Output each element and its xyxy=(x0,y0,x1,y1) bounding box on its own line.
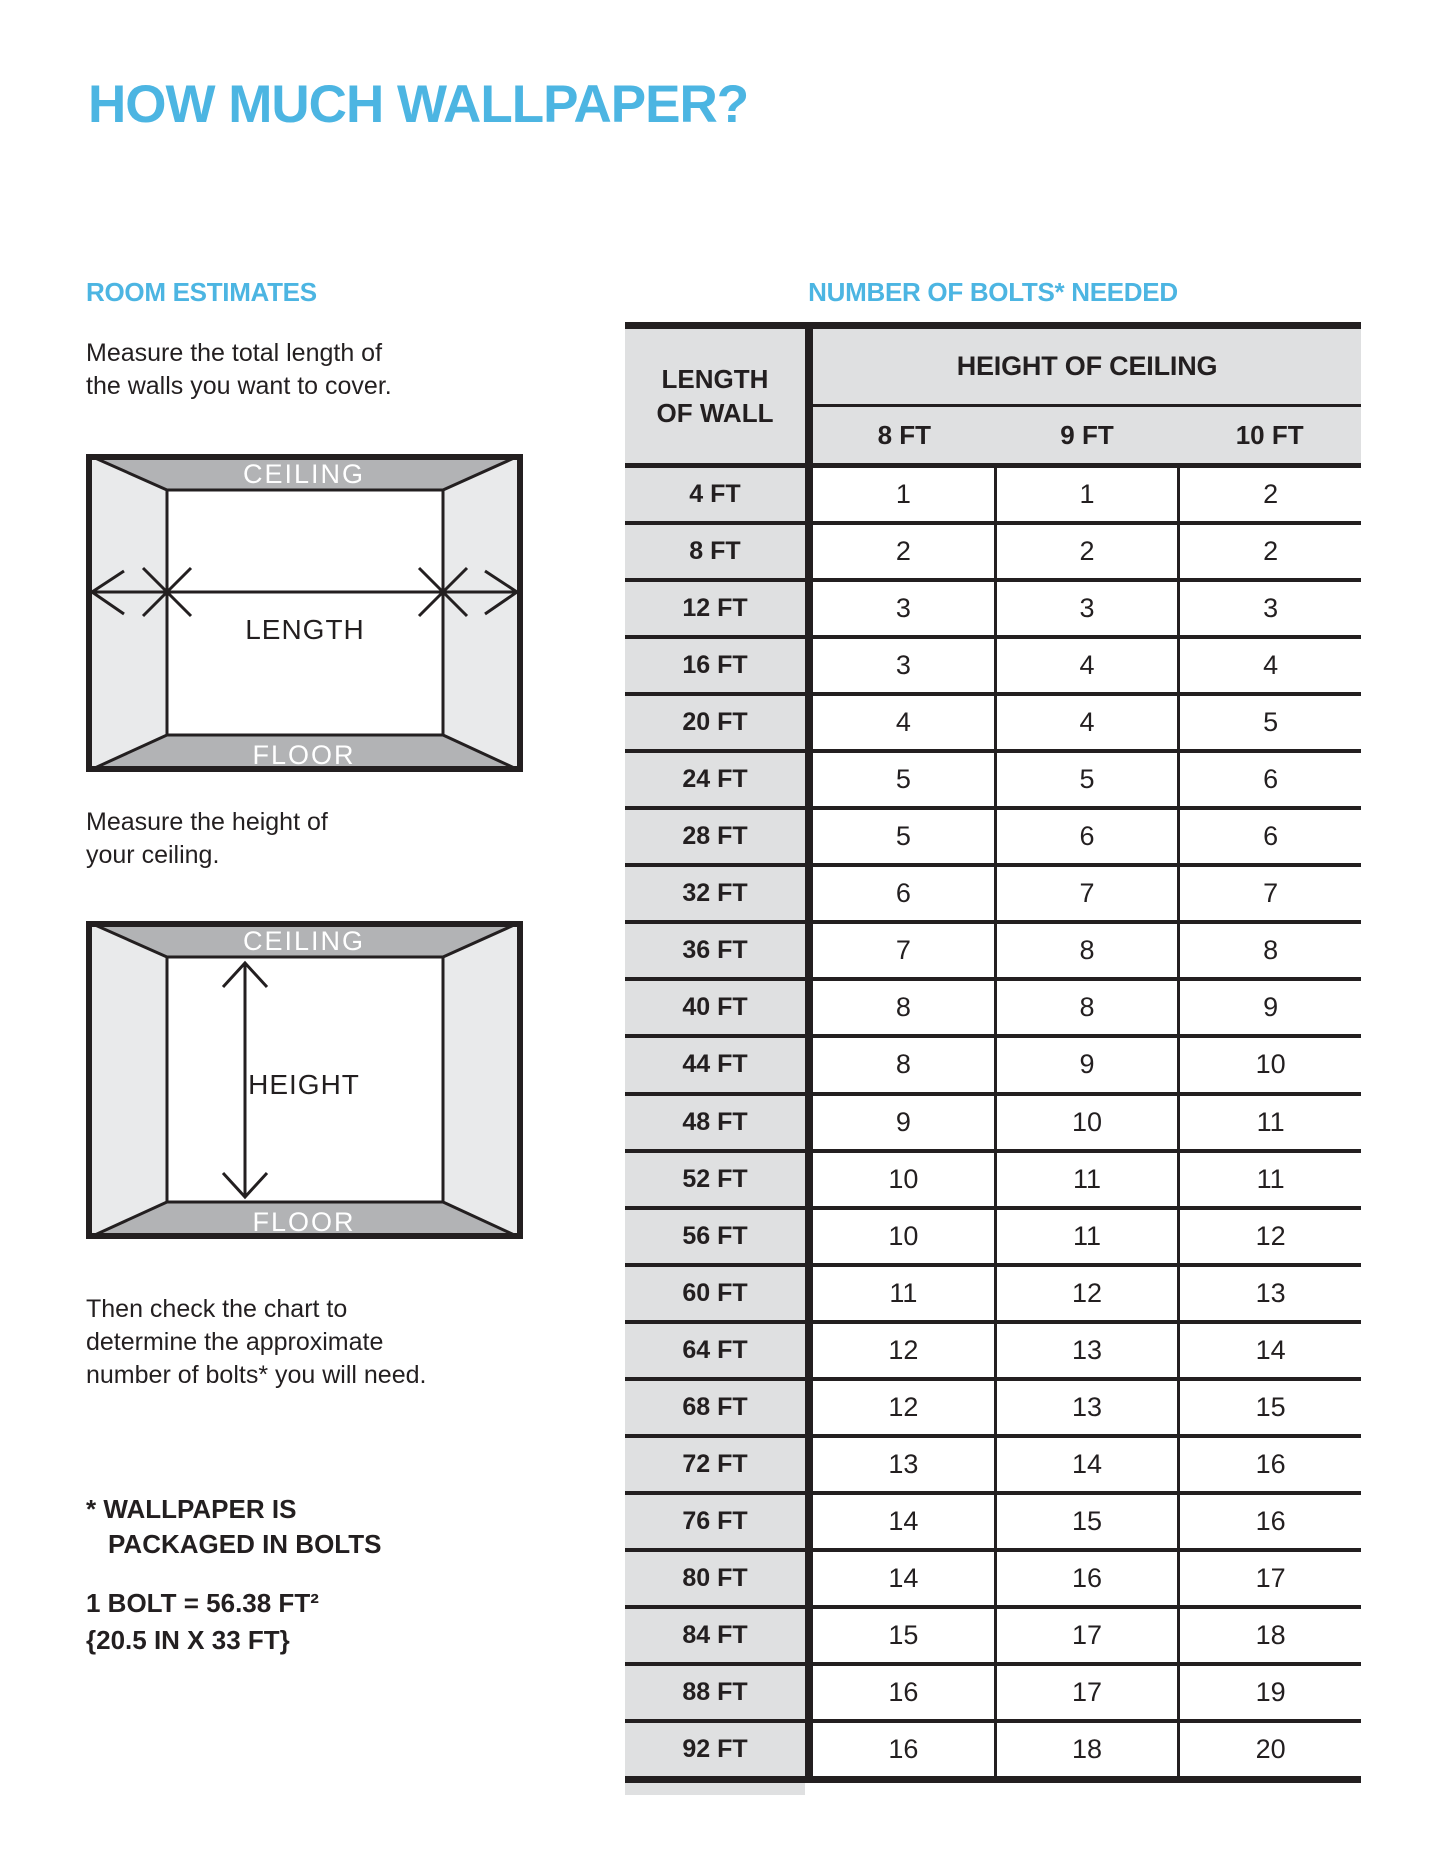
bolts-footnote xyxy=(86,1492,381,1562)
text-line: {20.5 IN X 33 FT} xyxy=(86,1625,290,1655)
length-of-wall-header xyxy=(625,329,813,463)
table-row xyxy=(625,1495,1361,1552)
text-line: number of bolts* you will need. xyxy=(86,1361,427,1389)
table-row xyxy=(625,1666,1361,1723)
text-line: the walls you want to cover. xyxy=(86,372,392,400)
length-label: LENGTH xyxy=(245,614,365,645)
table-row xyxy=(625,1609,1361,1666)
bolt-count-cell: 2 xyxy=(1180,525,1361,578)
bolt-count-cell: 2 xyxy=(1180,468,1361,521)
column-header-10ft: 10 FT xyxy=(1235,419,1304,450)
wall-length-cell: 92 FT xyxy=(625,1723,813,1776)
bolt-count-cell: 16 xyxy=(1180,1438,1361,1491)
bolt-count-cell: 8 xyxy=(1180,924,1361,977)
wall-length-cell: 16 FT xyxy=(625,639,813,692)
ceiling-label: CEILING xyxy=(242,926,366,956)
bolt-count-cell: 2 xyxy=(994,525,1181,578)
bolt-count-cell: 11 xyxy=(994,1210,1181,1263)
bolt-count-cell: 11 xyxy=(813,1267,994,1320)
table-row xyxy=(625,1723,1361,1776)
table-row xyxy=(625,1096,1361,1153)
bolt-size-info xyxy=(86,1585,319,1659)
bolt-count-cell: 3 xyxy=(813,582,994,635)
bolt-count-cell: 3 xyxy=(813,639,994,692)
bolt-count-cell: 15 xyxy=(994,1495,1181,1548)
bolt-count-cell: 16 xyxy=(813,1723,994,1776)
wall-length-cell: 76 FT xyxy=(625,1495,813,1548)
bolt-count-cell: 4 xyxy=(1180,639,1361,692)
bolt-count-cell: 7 xyxy=(1180,867,1361,920)
bolt-count-cell: 14 xyxy=(813,1495,994,1548)
bolt-count-cell: 1 xyxy=(994,468,1181,521)
table-row xyxy=(625,1552,1361,1609)
table-row xyxy=(625,468,1361,525)
bolt-count-cell: 2 xyxy=(813,525,994,578)
bolt-count-cell: 16 xyxy=(813,1666,994,1719)
instruction-measure-height xyxy=(86,806,328,872)
bolt-count-cell: 12 xyxy=(813,1381,994,1434)
bolt-count-cell: 6 xyxy=(994,810,1181,863)
wall-length-cell: 60 FT xyxy=(625,1267,813,1320)
bolt-count-cell: 13 xyxy=(813,1438,994,1491)
bolt-count-cell: 10 xyxy=(813,1210,994,1263)
bolt-count-cell: 12 xyxy=(994,1267,1181,1320)
table-top-border xyxy=(625,322,1361,329)
bolt-count-cell: 4 xyxy=(994,696,1181,749)
bolt-count-cell: 13 xyxy=(994,1324,1181,1377)
bolt-count-cell: 18 xyxy=(994,1723,1181,1776)
bolt-count-cell: 18 xyxy=(1180,1609,1361,1662)
bolt-count-cell: 14 xyxy=(994,1438,1181,1491)
text-line: your ceiling. xyxy=(86,841,220,869)
bolt-count-cell: 9 xyxy=(994,1038,1181,1091)
bolt-count-cell: 12 xyxy=(813,1324,994,1377)
text-line: LENGTH xyxy=(661,364,769,394)
bolt-count-cell: 7 xyxy=(813,924,994,977)
wall-length-cell: 44 FT xyxy=(625,1038,813,1091)
ceiling-height-subheader xyxy=(813,407,1361,463)
bolt-count-cell: 9 xyxy=(813,1096,994,1149)
bolt-count-cell: 15 xyxy=(813,1609,994,1662)
right-wall-face xyxy=(443,921,523,1239)
bolt-count-cell: 5 xyxy=(1180,696,1361,749)
wall-length-cell: 88 FT xyxy=(625,1666,813,1719)
wall-length-cell: 8 FT xyxy=(625,525,813,578)
room-estimates-heading: ROOM ESTIMATES xyxy=(86,277,317,307)
table-header-right xyxy=(813,329,1361,463)
table-row xyxy=(625,1324,1361,1381)
bolt-count-cell: 5 xyxy=(813,753,994,806)
wall-length-cell: 40 FT xyxy=(625,981,813,1034)
wall-length-cell: 56 FT xyxy=(625,1210,813,1263)
text-line: determine the approximate xyxy=(86,1328,384,1356)
bolt-count-cell: 6 xyxy=(1180,753,1361,806)
text-line: Measure the height of xyxy=(86,808,328,836)
floor-label: FLOOR xyxy=(252,740,356,770)
bolt-count-cell: 3 xyxy=(1180,582,1361,635)
bolt-count-cell: 6 xyxy=(1180,810,1361,863)
page-title: HOW MUCH WALLPAPER? xyxy=(88,75,749,134)
bolt-count-cell: 16 xyxy=(994,1552,1181,1605)
bolt-count-cell: 10 xyxy=(994,1096,1181,1149)
floor-label: FLOOR xyxy=(252,1207,356,1237)
wall-length-cell: 72 FT xyxy=(625,1438,813,1491)
table-row xyxy=(625,696,1361,753)
bolt-count-cell: 14 xyxy=(813,1552,994,1605)
table-row xyxy=(625,639,1361,696)
wall-length-cell: 12 FT xyxy=(625,582,813,635)
bolt-count-cell: 13 xyxy=(994,1381,1181,1434)
bolt-count-cell: 6 xyxy=(813,867,994,920)
bolt-count-cell: 17 xyxy=(1180,1552,1361,1605)
bolt-count-cell: 8 xyxy=(994,924,1181,977)
text-line: 1 BOLT = 56.38 FT² xyxy=(86,1588,319,1618)
text-line: OF WALL xyxy=(656,398,774,428)
table-row xyxy=(625,525,1361,582)
room-height-diagram xyxy=(86,921,523,1239)
height-label: HEIGHT xyxy=(248,1069,360,1100)
wall-length-cell: 52 FT xyxy=(625,1153,813,1206)
bolt-count-cell: 10 xyxy=(1180,1038,1361,1091)
wall-length-cell: 68 FT xyxy=(625,1381,813,1434)
bolt-count-cell: 16 xyxy=(1180,1495,1361,1548)
wall-length-cell: 64 FT xyxy=(625,1324,813,1377)
column-header-8ft: 8 FT xyxy=(877,419,932,450)
bolt-count-cell: 13 xyxy=(1180,1267,1361,1320)
bolt-count-cell: 15 xyxy=(1180,1381,1361,1434)
table-row xyxy=(625,1267,1361,1324)
wall-length-cell: 48 FT xyxy=(625,1096,813,1149)
bolts-table xyxy=(625,322,1361,1795)
table-row xyxy=(625,582,1361,639)
bolt-count-cell: 11 xyxy=(1180,1153,1361,1206)
bolt-count-cell: 4 xyxy=(994,639,1181,692)
ceiling-label: CEILING xyxy=(242,459,366,489)
bolt-count-cell: 14 xyxy=(1180,1324,1361,1377)
table-header xyxy=(625,329,1361,468)
table-heading-wrap xyxy=(625,277,1361,308)
bolt-count-cell: 20 xyxy=(1180,1723,1361,1776)
back-wall-face xyxy=(167,490,443,735)
wall-length-cell: 36 FT xyxy=(625,924,813,977)
bolt-count-cell: 7 xyxy=(994,867,1181,920)
table-row xyxy=(625,1153,1361,1210)
instruction-check-chart xyxy=(86,1293,426,1392)
wall-length-cell: 24 FT xyxy=(625,753,813,806)
bolts-table-body xyxy=(625,468,1361,1776)
table-row xyxy=(625,924,1361,981)
bolt-count-cell: 4 xyxy=(813,696,994,749)
text-line: Then check the chart to xyxy=(86,1295,348,1323)
bolt-count-cell: 9 xyxy=(1180,981,1361,1034)
bolt-count-cell: 17 xyxy=(994,1666,1181,1719)
wall-length-cell: 84 FT xyxy=(625,1609,813,1662)
bolt-count-cell: 17 xyxy=(994,1609,1181,1662)
bolt-count-cell: 1 xyxy=(813,468,994,521)
wall-length-cell: 28 FT xyxy=(625,810,813,863)
text-line: * WALLPAPER IS xyxy=(86,1494,297,1524)
column-header-9ft: 9 FT xyxy=(1060,419,1114,450)
left-wall-face xyxy=(86,921,167,1239)
table-row xyxy=(625,1381,1361,1438)
left-wall-face xyxy=(86,454,167,772)
table-footer-stub xyxy=(625,1783,805,1795)
table-row xyxy=(625,1038,1361,1095)
bolt-count-cell: 5 xyxy=(994,753,1181,806)
table-row xyxy=(625,1210,1361,1267)
right-wall-face xyxy=(443,454,523,772)
bolts-needed-heading: NUMBER OF BOLTS* NEEDED xyxy=(808,277,1178,307)
wall-length-cell: 4 FT xyxy=(625,468,813,521)
bolt-count-cell: 8 xyxy=(813,1038,994,1091)
bolt-count-cell: 8 xyxy=(813,981,994,1034)
room-length-diagram xyxy=(86,454,523,772)
wall-length-cell: 80 FT xyxy=(625,1552,813,1605)
table-row xyxy=(625,981,1361,1038)
bolt-count-cell: 10 xyxy=(813,1153,994,1206)
bolt-count-cell: 11 xyxy=(1180,1096,1361,1149)
bolt-count-cell: 12 xyxy=(1180,1210,1361,1263)
bolt-count-cell: 8 xyxy=(994,981,1181,1034)
instruction-measure-length xyxy=(86,337,392,403)
text-line: Measure the total length of xyxy=(86,339,383,367)
wall-length-cell: 20 FT xyxy=(625,696,813,749)
table-row xyxy=(625,753,1361,810)
table-row xyxy=(625,810,1361,867)
table-row xyxy=(625,1438,1361,1495)
bolt-count-cell: 19 xyxy=(1180,1666,1361,1719)
table-row xyxy=(625,867,1361,924)
height-of-ceiling-header: HEIGHT OF CEILING xyxy=(813,329,1361,407)
wall-length-cell: 32 FT xyxy=(625,867,813,920)
text-line: PACKAGED IN BOLTS xyxy=(108,1529,382,1559)
bolt-count-cell: 11 xyxy=(994,1153,1181,1206)
bolt-count-cell: 3 xyxy=(994,582,1181,635)
table-bottom-border xyxy=(625,1776,1361,1783)
bolt-count-cell: 5 xyxy=(813,810,994,863)
